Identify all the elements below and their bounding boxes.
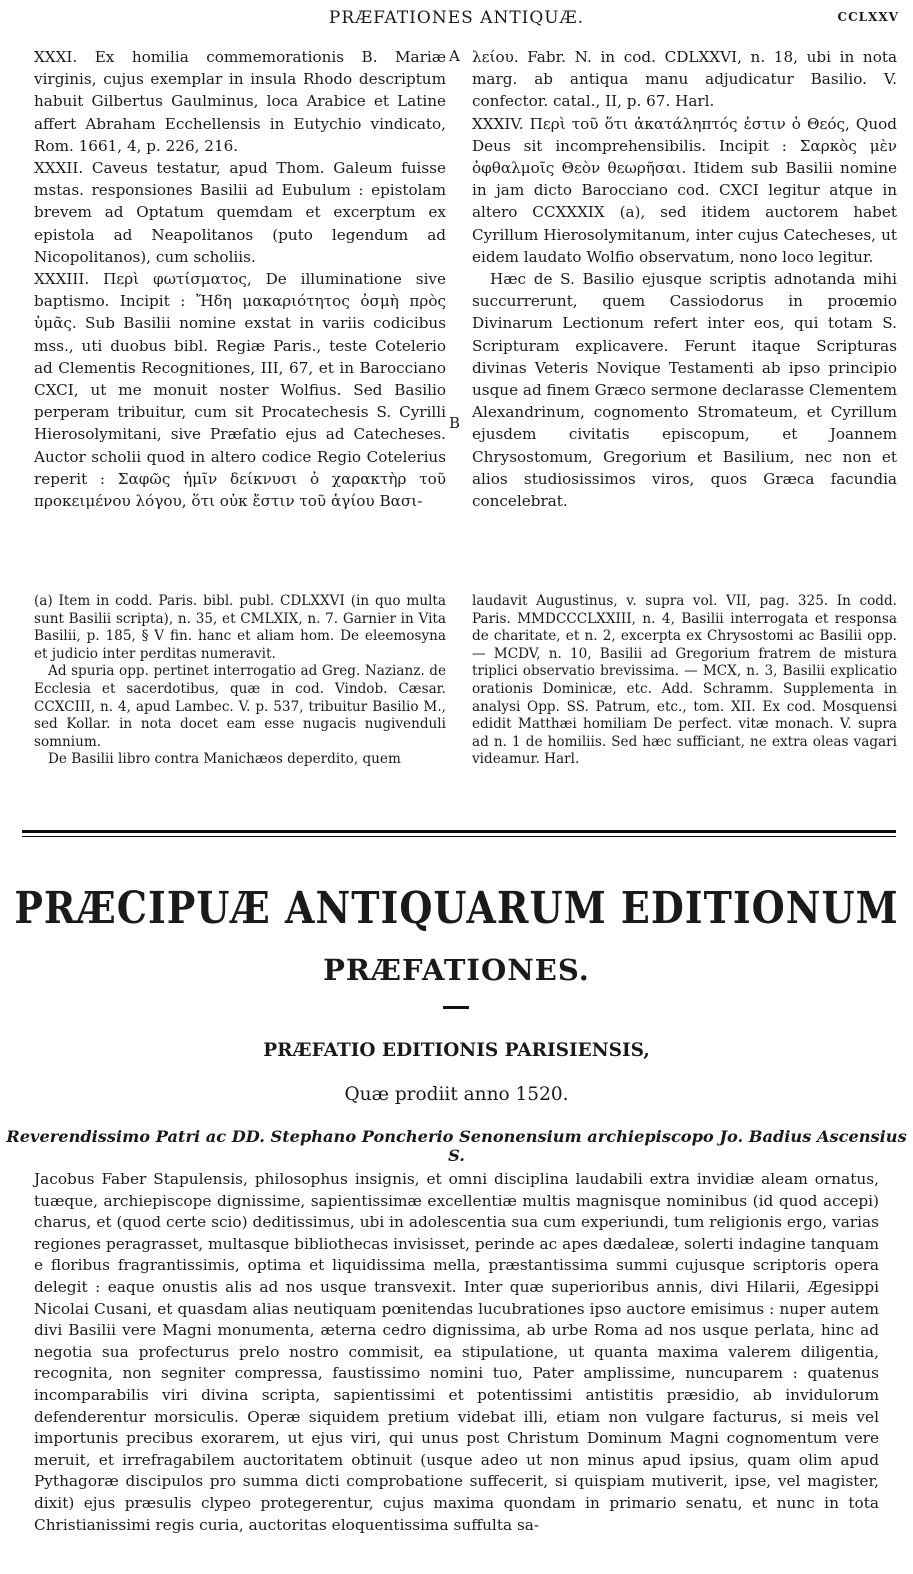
footnote-a: (a) Item in codd. Paris. bibl. publ. CDLXXVI (in quo multa sunt Basilii scripta), n. 35, et CMLXIX, n. 7. Garnier in Vita Basilii, p. 185, § V fin. hanc et aliam hom. De eleemosyna et judicio inter perditas numeravit. (34, 593, 446, 662)
section-divider (22, 830, 896, 837)
page-number: CCLXXV (837, 10, 899, 24)
paragraph-xxxi: XXXI. Ex homilia commemorationis B. Mariæ virginis, cujus exemplar in insula Rhodo descriptum habuit Gilbertus Gaulminus, loca Arabice et Latine affert Abraham Ecchellensis in Eutychio vindicato, Rom. 1661, 4, p. 226, 216. (34, 48, 446, 155)
year-line: Quæ prodiit anno 1520. (344, 1084, 569, 1105)
paragraph-closing-note: Hæc de S. Basilio ejusque scriptis adnotanda mihi succurrerunt, quem Cassiodorus in proœmio Divinarum Lectionum refert inter eos, qui totam S. Scripturam explicavere. Ferunt itaque Scripturas divinas Veteris Novique Testamenti ab ipso principio usque ad finem Græco sermone declarasse Clementem Alexandrinum, cognomento Stromateum, et Cyrillum ejusdem civitatis episcopum, et Joannem Chrysostomum, Gregorium et Basilium, nec non et alios studiosissimos viros, quos Græca facundia concelebrat. (472, 270, 897, 511)
right-column (472, 46, 897, 512)
footnote-continuation: laudavit Augustinus, v. supra vol. VII, pag. 325. In codd. Paris. MMDCCCLXXIII, n. 4, Basilii interrogata et responsa de charitate, et n. 2, excerpta ex Chrysostomi ac Basilii opp. — MCDV, n. 10, Basilii ad Gregorium fratrem de mistura triplici observatio brevissima. — MCX, n. 3, Basilii explicatio orationis Dominicæ, etc. Add. Schramm. Supplementa in analysi Opp. SS. Patrum, etc., tom. XII. Ex cod. Mosquensi edidit Matthæi homiliam De perfect. vitæ monach. V. supra ad n. 1 de homiliis. Sed hæc sufficiant, ne extra oleas vagari videamur. Harl. (472, 593, 897, 768)
footnotes-left (34, 593, 446, 769)
paragraph-xxxii: XXXII. Caveus testatur, apud Thom. Galeum fuisse mstas. responsiones Basilii ad Eubulum : epistolam brevem ad Optatum quemdam et excerptum ex epistola ad Neapolitanos (puto legendum ad Nicopolitanos), cum scholiis. (34, 159, 446, 266)
preface-paragraph: Jacobus Faber Stapulensis, philosophus insignis, et omni disciplina laudabili extra invidiæ aleam ornatus, tuæque, archiepiscope dignissime, sapientissimæ excellentiæ multis magnisque nominibus (id quod accepi) charus, et (quod certe scio) deditissimus, ubi in adolescentia sua cum experiundi, tum religionis ergo, varias regiones peragrasset, multasque bibliothecas invisisset, perinde ac apes dædaleæ, solerti indagine tanquam e floribus fragrantissimis, optima et liquidissima mella, præstantissima summi cujusque scriptoris opera delegit : eaque onustis alis ad nos usque transvexit. Inter quæ superioribus annis, divi Hilarii, Ægesippi Nicolai Cusani, et quasdam alias neutiquam pœnitendas lucubrationes ipso auctore emisimus : nuper autem divi Basilii vere Magni monumenta, æterna cedro dignissima, ab urbe Roma ad nos usque perlata, hinc ad negotia sua profecturus prelo nostro commisit, ea stipulatione, ut quanta maxima valerem diligentia, recognita, non segniter compressa, faustissimo nomini tuo, Pater amplissime, nuncuparem : quatenus incomparabilis viri divina scripta, sapientissimi et potentissimi antistitis præsidio, ab invidulorum defenderentur morsiculis. Operæ siquidem pretium videbat illi, etiam non vulgare facturus, si meis vel importunis precibus exorarem, ut ejus viri, qui unus post Christum Dominum Magni cognomentum vere meruit, et irrefragabilem auctoritatem obtinuit (usque adeo ut non minus apud ipsius, quam olim apud Pythagoræ discipulos pro summa dicti comprobatione suffecerit, si quispiam mutiverit, ipse, vel magister, dixit) ejus præsulis clypeo protegerentur, cujus maxima quondam in primario senatu, et nunc in tota Christianissimi regis curia, auctoritas eloquentissima suffulta sa- (34, 1170, 879, 1534)
footnote-manichaeos: De Basilii libro contra Manichæos deperdito, quem (48, 751, 401, 768)
paragraph-xxxiii: XXXIII. Περὶ φωτίσματος, De illuminatione sive baptismo. Incipit : Ἤδη μακαριότητος ὀσμὴ πρὸς ὑμᾶς. Sub Basilii nomine exstat in variis codicibus mss., uti duobus bibl. Regiæ Paris., teste Cotelerio ad Clementis Recognitiones, III, 67, et in Barocciano CXCI, ut me monuit noster Wolfius. Sed Basilio perperam tribuitur, cum sit Procatechesis S. Cyrilli Hierosolymitani, sive Præfatio ejus ad Catecheses. Auctor scholii quod in altero codice Regio Cotelerius reperit : Σαφῶς ἡμῖν δείκνυσι ὁ χαρακτὴρ τοῦ προκειμένου λόγου, ὅτι οὐκ ἔστιν τοῦ ἁγίου Βασι- (34, 270, 446, 511)
margin-letter-b: B (449, 414, 461, 432)
main-title: PRÆCIPUÆ ANTIQUARUM EDITIONUM (14, 881, 899, 934)
sub-title: PRÆFATIONES. (323, 953, 590, 987)
footnote-spuria: Ad spuria opp. pertinet interrogatio ad Greg. Nazianz. de Ecclesia et sacerdotibus, quæ in cod. Vindob. Cæsar. CCXCIII, n. 4, apud Lambec. V. p. 537, tribuitur Basilio M., sed Kollar. in nota docet eam esse nugacis nugivenduli somnium. (34, 663, 446, 750)
preface-title: PRÆFATIO EDITIONIS PARISIENSIS, (263, 1040, 650, 1061)
short-rule (443, 1006, 469, 1009)
paragraph-continuation: λείου. Fabr. N. in cod. CDLXXVI, n. 18, ubi in nota marg. ab antiqua manu adjudicatur Basilio. V. confector. catal., II, p. 67. Harl. (472, 48, 897, 111)
running-head (0, 8, 913, 34)
left-column (34, 46, 446, 512)
paragraph-xxxiv: XXXIV. Περὶ τοῦ ὅτι ἀκατάληπτός ἐστιν ὁ Θεός, Quod Deus sit incomprehensibilis. Incipit : Σαρκὸς μὲν ὀφθαλμοῖς Θεὸν θεωρῆσαι. Itidem sub Basilii nomine in jam dicto Barocciano cod. CXCI legitur atque in altero CCXXXIX (a), sed itidem auctorem habet Cyrillum Hierosolymitanum, inter cujus Catecheses, ut eidem laudato Wolfio observatum, nono loco legitur. (472, 114, 897, 266)
preface-body (34, 1169, 879, 1536)
footnotes-right (472, 593, 897, 769)
dedication: Reverendissimo Patri ac DD. Stephano Poncherio Senonensium archiepiscopo Jo. Badius Ascensius S. (6, 1127, 907, 1165)
running-head-title: PRÆFATIONES ANTIQUÆ. (328, 8, 585, 28)
margin-letter-a: A (449, 47, 460, 65)
